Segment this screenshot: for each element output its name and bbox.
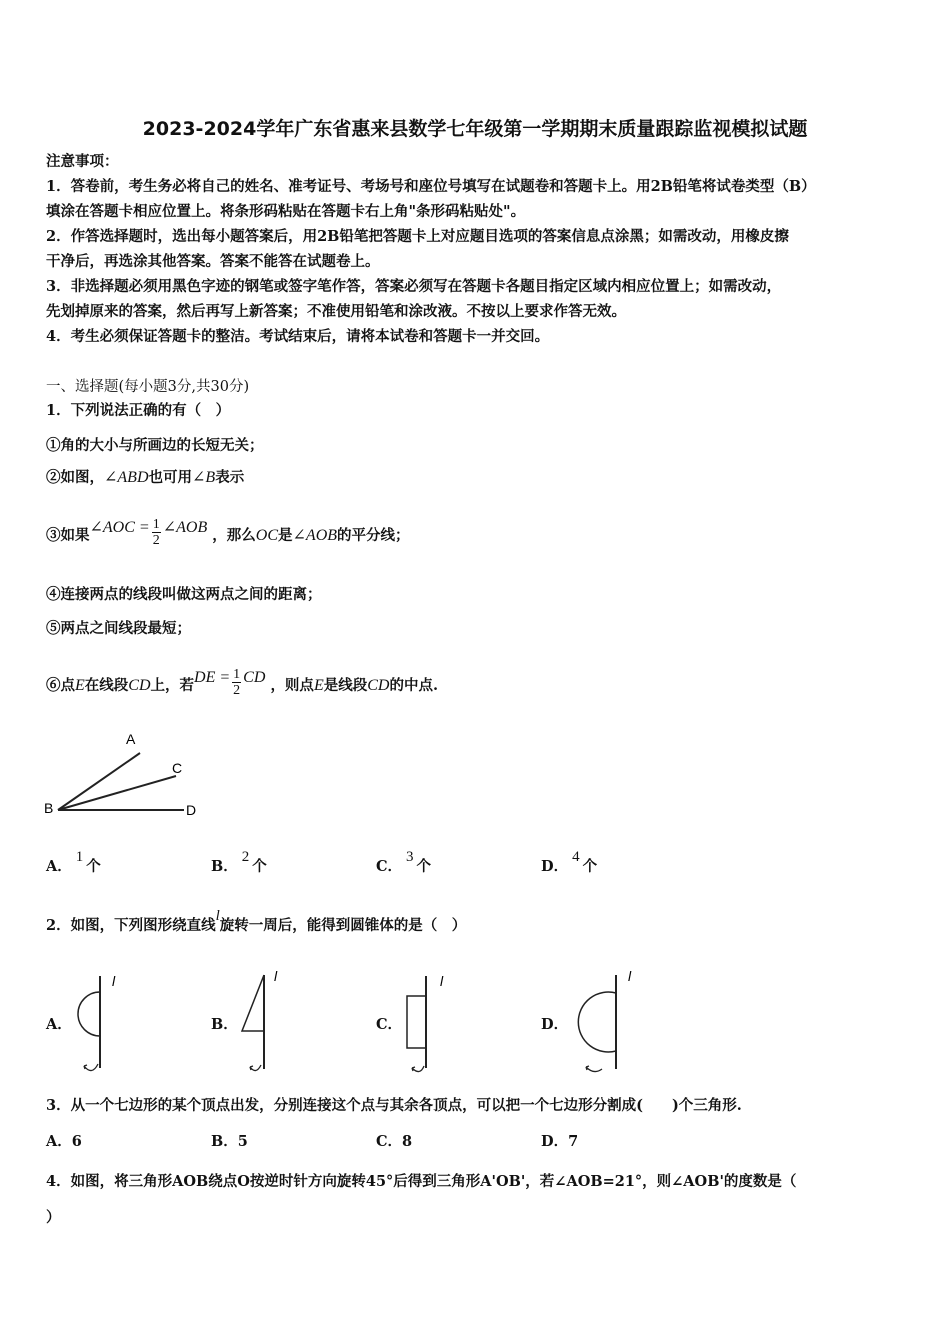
q2-option-d[interactable]: D． bbox=[541, 1016, 569, 1033]
denominator: 2 bbox=[152, 532, 160, 548]
fraction bbox=[232, 667, 241, 698]
q2-stem bbox=[46, 908, 467, 938]
q2-option-c[interactable]: C． bbox=[376, 1016, 403, 1033]
notice-line: 3．非选择题必须用黑色字迹的钢笔或签字笔作答，答案必须写在答题卡各题目指定区域内相应位置上；如需改动， bbox=[46, 278, 782, 295]
option-unit: 个 bbox=[86, 858, 101, 875]
page-title: 2023-2024学年广东省惠来县数学七年级第一学期期末质量跟踪监视模拟试题 bbox=[142, 118, 808, 140]
text: 旋转一周后，能得到圆锥体的是（ ） bbox=[219, 917, 467, 934]
q3-option-d[interactable]: D．7 bbox=[541, 1133, 579, 1150]
option-value: 2 bbox=[241, 849, 250, 865]
figure-c-rectangle bbox=[400, 968, 460, 1080]
figure-a-semicircle bbox=[76, 968, 136, 1080]
option-unit: 个 bbox=[416, 858, 432, 875]
text: 表示 bbox=[215, 469, 245, 486]
option-letter: C． bbox=[376, 858, 403, 875]
figure-d-semicircle bbox=[566, 965, 646, 1080]
label-a: A bbox=[126, 731, 136, 747]
text: 是 bbox=[278, 527, 293, 544]
axis-label: l bbox=[628, 968, 632, 984]
ray-ba bbox=[58, 753, 140, 810]
fraction bbox=[152, 517, 161, 548]
math: CD bbox=[128, 677, 151, 694]
q4-stem: 4．如图，将三角形AOB绕点O按逆时针方向旋转45°后得到三角形A'OB'，若∠AOB=21°，则∠AOB'的度数是（ bbox=[46, 1173, 797, 1190]
q2-option-a[interactable]: A． bbox=[46, 1016, 72, 1033]
q1-option-c[interactable] bbox=[376, 849, 432, 876]
axis-label: l bbox=[274, 968, 278, 984]
semicircle-shape bbox=[78, 992, 100, 1036]
option-letter: B． bbox=[211, 858, 238, 875]
q1-statement-5: ⑤两点之间线段最短； bbox=[46, 620, 191, 637]
option-unit: 个 bbox=[582, 858, 598, 875]
q3-stem: 3．从一个七边形的某个顶点出发，分别连接这个点与其余各顶点，可以把一个七边形分割成( )个三角形. bbox=[46, 1097, 742, 1114]
notice-line: 填涂在答题卡相应位置上。将条形码粘贴在答题卡右上角"条形码粘贴处"。 bbox=[46, 203, 526, 220]
semicircle-shape bbox=[578, 992, 616, 1052]
q1-statement-1: ①角的大小与所画边的长短无关； bbox=[46, 437, 264, 454]
rotation-arrow bbox=[586, 1067, 602, 1072]
section-heading: 一、选择题(每小题3分,共30分) bbox=[46, 379, 250, 395]
text: ，那么 bbox=[212, 527, 256, 544]
option-value: 1 bbox=[75, 849, 84, 865]
option-value: 3 bbox=[406, 849, 414, 865]
math: ∠AOC = bbox=[89, 519, 150, 536]
label-b: B bbox=[44, 800, 54, 816]
q1-statement-4: ④连接两点的线段叫做这两点之间的距离； bbox=[46, 586, 322, 603]
math: ∠B bbox=[192, 469, 216, 486]
angle-figure bbox=[40, 728, 210, 823]
q4-stem-continued: ） bbox=[46, 1209, 61, 1226]
numerator: 1 bbox=[233, 666, 241, 682]
q1-stem: 1．下列说法正确的有（ ） bbox=[46, 402, 231, 419]
notice-line: 2．作答选择题时，选出每小题答案后，用2B铅笔把答题卡上对应题目选项的答案信息点涂黑；如需改动，用橡皮擦 bbox=[46, 228, 789, 245]
math: E bbox=[75, 677, 85, 694]
text: 在线段 bbox=[84, 677, 129, 694]
text: 上，若 bbox=[150, 677, 195, 694]
math: DE = bbox=[194, 669, 231, 686]
math: ∠AOB bbox=[292, 527, 338, 544]
text: 是线段 bbox=[323, 677, 368, 694]
q3-option-a[interactable]: A．6 bbox=[46, 1133, 82, 1150]
text: ⑥点 bbox=[46, 677, 75, 694]
q3-option-c[interactable]: C．8 bbox=[376, 1133, 413, 1150]
q1-statement-6 bbox=[46, 668, 438, 704]
denominator: 2 bbox=[233, 682, 241, 698]
math: CD bbox=[367, 677, 390, 694]
math: ∠AOB bbox=[162, 519, 208, 536]
text: 的中点. bbox=[389, 677, 439, 694]
math: CD bbox=[243, 669, 266, 686]
q1-option-b[interactable] bbox=[211, 849, 267, 876]
q1-option-d[interactable] bbox=[541, 849, 598, 876]
q1-statement-3 bbox=[46, 518, 410, 554]
ray-bc bbox=[58, 776, 176, 810]
option-letter: A． bbox=[46, 858, 72, 875]
q2-option-b[interactable]: B． bbox=[211, 1016, 238, 1033]
notice-line: 1．答卷前，考生务必将自己的姓名、准考证号、考场号和座位号填写在试题卷和答题卡上。用2B铅笔将试卷类型（B） bbox=[46, 178, 816, 195]
q1-statement-2 bbox=[46, 469, 244, 487]
q1-option-a[interactable] bbox=[46, 849, 101, 876]
notice-line: 干净后，再选涂其他答案。答案不能答在试题卷上。 bbox=[46, 253, 380, 270]
notice-heading: 注意事项： bbox=[46, 153, 119, 170]
rectangle-shape bbox=[407, 996, 426, 1048]
option-letter: D． bbox=[541, 858, 569, 875]
triangle-shape bbox=[242, 975, 264, 1031]
numerator: 1 bbox=[152, 516, 160, 532]
label-d: D bbox=[186, 802, 197, 818]
notice-line: 4．考生必须保证答题卡的整洁。考试结束后，请将本试卷和答题卡一并交回。 bbox=[46, 328, 550, 345]
text: 也可用 bbox=[148, 469, 193, 486]
math: E bbox=[313, 677, 324, 694]
axis-label: l bbox=[112, 973, 116, 989]
option-unit: 个 bbox=[252, 858, 267, 875]
text: ②如图， bbox=[46, 469, 104, 486]
math: OC bbox=[255, 527, 279, 544]
text: 2．如图，下列图形绕直线 bbox=[46, 917, 216, 934]
math: ∠ABD bbox=[104, 469, 149, 486]
option-value: 4 bbox=[572, 849, 580, 865]
text: 的平分线； bbox=[337, 527, 410, 544]
q3-option-b[interactable]: B．5 bbox=[211, 1133, 248, 1150]
axis-label: l bbox=[440, 973, 444, 989]
notice-line: 先划掉原来的答案，然后再写上新答案；不准使用铅笔和涂改液。不按以上要求作答无效。 bbox=[46, 303, 626, 320]
math: l bbox=[215, 908, 220, 924]
text: ③如果 bbox=[46, 527, 90, 544]
label-c: C bbox=[172, 760, 183, 776]
text: ，则点 bbox=[270, 677, 314, 694]
figure-b-triangle bbox=[236, 965, 296, 1080]
